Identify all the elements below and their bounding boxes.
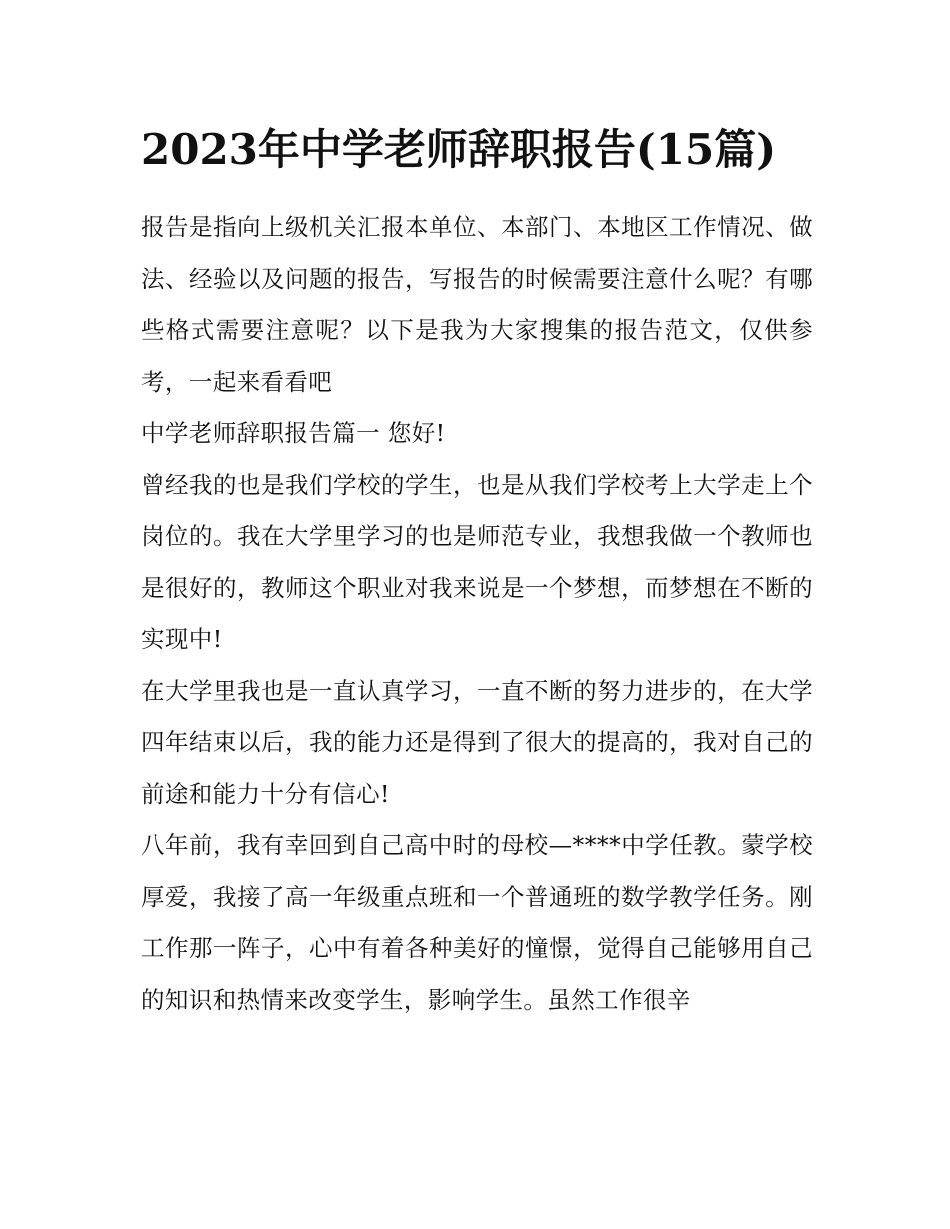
body-paragraph: 八年前，我有幸回到自己高中时的母校—****中学任教。蒙学校厚爱，我接了高一年级重点班和一个普通班的数学教学任务。刚工作那一阵子，心中有着各种美好的憧憬，觉得自己能够用自己的知识和热情来改变学生，影响学生。虽然工作很辛 <box>141 831 813 1014</box>
body-paragraph: 在大学里我也是一直认真学习，一直不断的努力进步的，在大学四年结束以后，我的能力还是得到了很大的提高的，我对自己的前途和能力十分有信心! <box>141 676 813 808</box>
body-paragraph: 曾经我的也是我们学校的学生，也是从我们学校考上大学走上个岗位的。我在大学里学习的也是师范专业，我想我做一个教师也是很好的，教师这个职业对我来说是一个梦想，而梦想在不断的实现中! <box>141 470 813 653</box>
section-heading-paragraph: 中学老师辞职报告篇一 您好! <box>141 419 446 447</box>
document-body <box>141 112 813 1026</box>
document-title: 2023年中学老师辞职报告(15篇) <box>141 125 777 174</box>
intro-paragraph: 报告是指向上级机关汇报本单位、本部门、本地区工作情况、做法、经验以及问题的报告，写报告的时候需要注意什么呢？有哪些格式需要注意呢？以下是我为大家搜集的报告范文，仅供参考，一起来看看吧 <box>141 213 813 396</box>
